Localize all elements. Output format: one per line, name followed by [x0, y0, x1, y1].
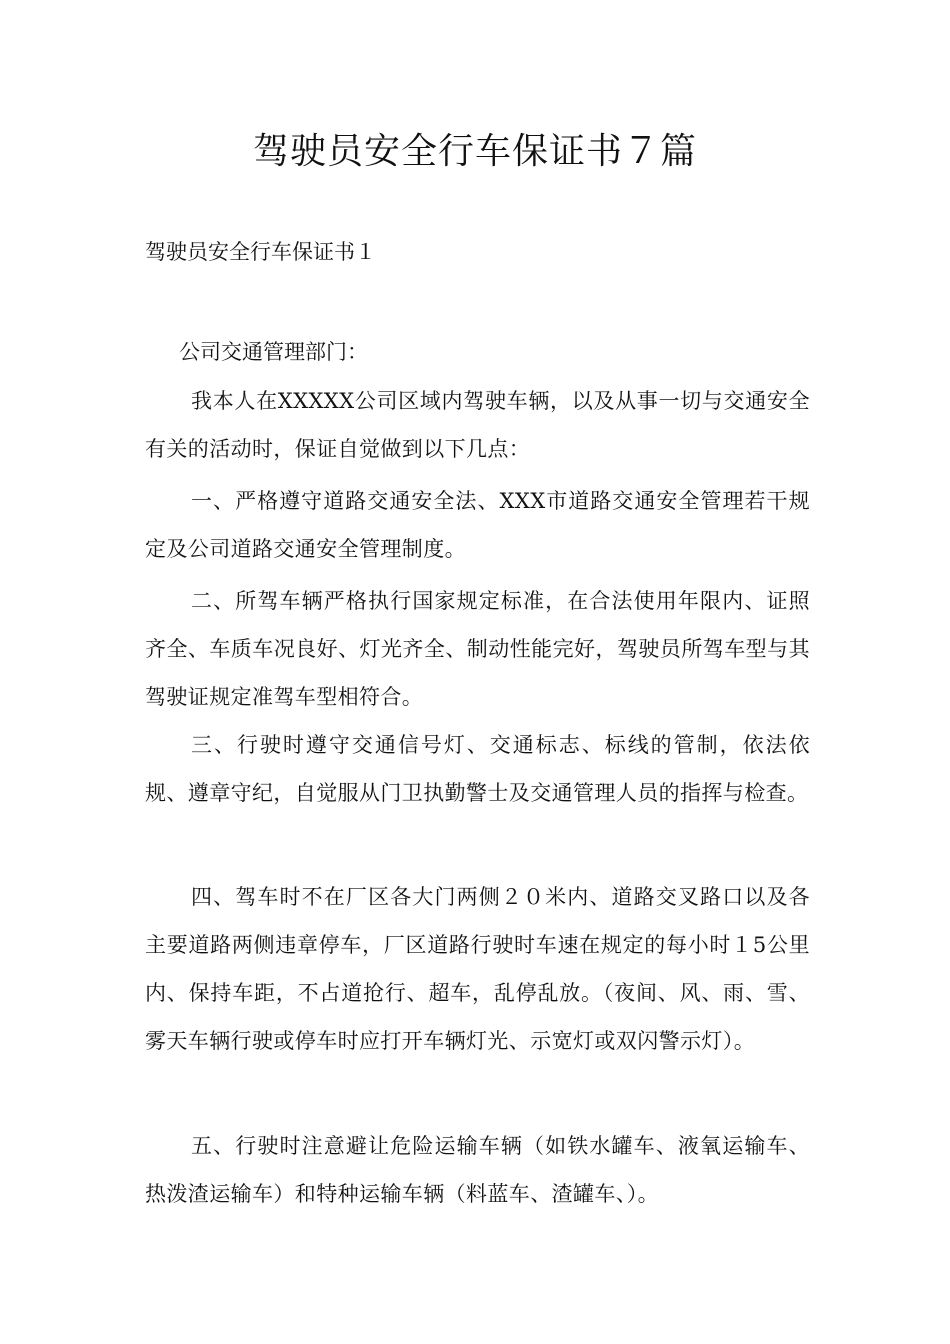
paragraph-item-5: 五、行驶时注意避让危险运输车辆（如铁水罐车、液氧运输车、热泼渣运输车）和特种运输车辆（料蓝车、渣罐车、）。 [145, 1134, 810, 1206]
paragraph-intro: 我本人在XXXXX公司区域内驾驶车辆，以及从事一切与交通安全有关的活动时，保证自觉做到以下几点： [145, 389, 810, 461]
paragraph-item-4: 四、驾车时不在厂区各大门两侧２０米内、道路交叉路口以及各主要道路两侧违章停车，厂区道路行驶时车速在规定的每小时１5公里内、保持车距，不占道抢行、超车，乱停乱放。（夜间、风、雨、雪、雾天车辆行驶或停车时应打开车辆灯光、示宽灯或双闪警示灯）。 [145, 885, 810, 1053]
paragraph-item-2: 二、所驾车辆严格执行国家规定标准，在合法使用年限内、证照齐全、车质车况良好、灯光齐全、制动性能完好，驾驶员所驾车型与其驾驶证规定准驾车型相符合。 [145, 589, 810, 709]
document-title: 驾驶员安全行车保证书７篇 [252, 131, 697, 172]
salutation: 公司交通管理部门： [179, 340, 368, 364]
section-heading: 驾驶员安全行车保证书１ [145, 240, 376, 264]
paragraph-item-1: 一、严格遵守道路交通安全法、XXX市道路交通安全管理若干规定及公司道路交通安全管理制度。 [145, 489, 810, 561]
paragraph-item-3: 三、行驶时遵守交通信号灯、交通标志、标线的管制，依法依规、遵章守纪，自觉服从门卫执勤警士及交通管理人员的指挥与检查。 [145, 733, 810, 805]
